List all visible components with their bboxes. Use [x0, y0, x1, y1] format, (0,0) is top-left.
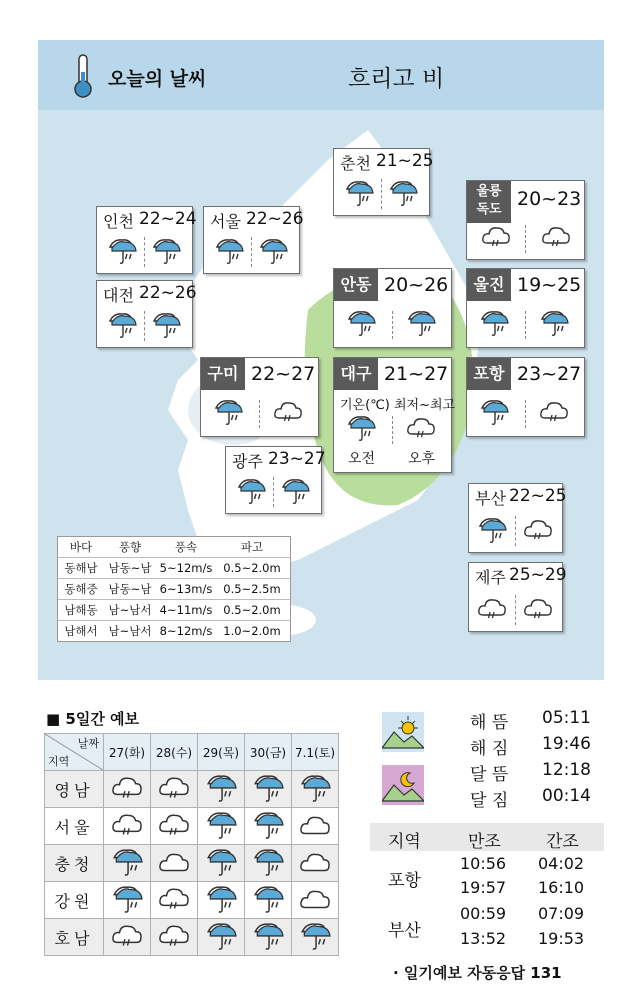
- sea-cell: 동해중: [64, 582, 98, 596]
- date-header: 27(화): [104, 734, 151, 771]
- city-box-daegu: [333, 357, 456, 473]
- cloud-rain-icon: [481, 223, 511, 253]
- city-box-incheon: [96, 206, 197, 274]
- city-name-line1: 울릉: [476, 184, 502, 199]
- umbrella-rain-icon: [299, 773, 331, 805]
- forecast-row: [45, 919, 339, 956]
- umbrella-rain-icon: [479, 309, 509, 339]
- sea-cell: 남~남서: [108, 603, 152, 617]
- sea-header: 풍향: [118, 540, 142, 554]
- cloud-rain-icon: [406, 414, 436, 444]
- umbrella-rain-icon: [205, 921, 237, 953]
- cloud-rain-icon: [273, 398, 303, 428]
- umbrella-rain-icon: [406, 309, 436, 339]
- sea-cell: 0.5~2.5m: [223, 582, 281, 596]
- city-box-daejeon: [96, 280, 197, 348]
- forecast-cell: [198, 845, 245, 882]
- umbrella-rain-icon: [299, 921, 331, 953]
- forecast-cell: [292, 882, 339, 919]
- cloud-rain-icon: [523, 516, 553, 546]
- forecast-cell: [151, 771, 198, 808]
- umbrella-rain-icon: [477, 516, 507, 546]
- region-name: 강원: [45, 882, 104, 919]
- city-box-busan: [468, 483, 567, 553]
- forecast-table: [44, 733, 339, 956]
- sea-cell: 남해동: [64, 603, 98, 617]
- city-box-jeju: [468, 562, 567, 632]
- umbrella-rain-icon: [205, 847, 237, 879]
- city-label: 대구: [334, 358, 378, 390]
- forecast-cell: [151, 882, 198, 919]
- umbrella-rain-icon: [214, 237, 244, 267]
- forecast-cell: [151, 845, 198, 882]
- am-label: 오전: [348, 451, 376, 467]
- umbrella-rain-icon: [107, 237, 137, 267]
- sea-cell: 0.5~2.0m: [223, 561, 281, 575]
- moonrise-moonset-icon: [382, 765, 424, 805]
- forecast-cell: [245, 808, 292, 845]
- cloud-rain-icon: [477, 595, 507, 625]
- sea-cell: 5~12m/s: [159, 561, 213, 575]
- city-temp: 19~25: [517, 274, 582, 296]
- cloud-rain-icon: [158, 810, 190, 842]
- city-name: 부산: [475, 489, 506, 508]
- cloud-rain-icon: [541, 223, 571, 253]
- weather-condition: 흐리고 비: [348, 66, 445, 92]
- sea-header: 풍속: [174, 540, 198, 554]
- city-temp: 22~24: [139, 209, 197, 229]
- umbrella-rain-icon: [479, 398, 509, 428]
- umbrella-rain-icon: [151, 237, 181, 267]
- sea-cell: 남동~남: [108, 582, 152, 596]
- sea-cell: 4~11m/s: [159, 603, 213, 617]
- date-header: 7.1(토): [292, 734, 339, 771]
- city-box-uljin: [466, 268, 585, 348]
- divider: [392, 416, 393, 444]
- forecast-row: [45, 808, 339, 845]
- cloud-rain-icon: [111, 773, 143, 805]
- forecast-cell: [151, 808, 198, 845]
- pm-label: 오후: [408, 451, 436, 467]
- city-box-chuncheon: [333, 148, 434, 216]
- forecast-row: [45, 771, 339, 808]
- city-box-andong: [333, 268, 452, 348]
- sea-cell: 6~13m/s: [159, 582, 213, 596]
- forecast-cell: [245, 919, 292, 956]
- forecast-cell: [292, 919, 339, 956]
- city-box-ulleung: [466, 180, 585, 260]
- sea-header-row: [58, 537, 290, 557]
- sea-row: [58, 578, 290, 599]
- sunset-label: 해 짐: [470, 739, 509, 759]
- city-name: 인천: [103, 212, 134, 231]
- cloud-icon: [299, 810, 331, 842]
- region-name: 서울: [45, 808, 104, 845]
- moonset-time: 00:14: [542, 786, 591, 806]
- umbrella-rain-icon: [258, 237, 288, 267]
- city-temp: 21~27: [384, 363, 449, 385]
- umbrella-rain-icon: [346, 414, 376, 444]
- umbrella-rain-icon: [236, 477, 266, 507]
- umbrella-rain-icon: [388, 179, 418, 209]
- city-box-gwangju: [225, 446, 326, 514]
- divider: [525, 225, 526, 253]
- city-name: 서울: [210, 212, 241, 231]
- cloud-rain-icon: [158, 884, 190, 916]
- sea-cell: 동해남: [64, 561, 98, 575]
- city-name-line2: 독도: [476, 202, 502, 217]
- tide-header-low: 간조: [546, 832, 579, 852]
- forecast-cell: [104, 845, 151, 882]
- city-box-seoul: [203, 206, 304, 274]
- tide-value: 19:57: [460, 878, 507, 897]
- forecast-cell: [198, 919, 245, 956]
- city-temp: 23~27: [268, 449, 326, 469]
- tide-value: 04:02: [538, 854, 585, 873]
- divider: [392, 311, 393, 339]
- region-name: 호남: [45, 919, 104, 956]
- sea-header: 바다: [69, 540, 93, 554]
- forecast-title: ■ 5일간 예보: [46, 710, 140, 728]
- umbrella-rain-icon: [205, 810, 237, 842]
- sea-cell: 0.5~2.0m: [223, 603, 281, 617]
- moonrise-label: 달 뜸: [470, 765, 509, 785]
- divider: [144, 237, 145, 267]
- date-header: 29(목): [198, 734, 245, 771]
- forecast-cell: [104, 919, 151, 956]
- tide-value: 00:59: [460, 904, 507, 923]
- tide-region-pohang: 포항: [388, 871, 421, 891]
- umbrella-rain-icon: [252, 810, 284, 842]
- divider: [515, 516, 516, 546]
- city-temp: 22~26: [139, 283, 197, 303]
- sea-cell: 남해서: [64, 624, 98, 638]
- sea-row: [58, 557, 290, 578]
- forecast-cell: [104, 882, 151, 919]
- date-header: 28(수): [151, 734, 198, 771]
- umbrella-rain-icon: [151, 311, 181, 341]
- divider: [525, 311, 526, 339]
- tide-header-region: 지역: [388, 832, 421, 852]
- city-name: 제주: [475, 568, 506, 587]
- umbrella-rain-icon: [111, 884, 143, 916]
- sunset-time: 19:46: [542, 734, 591, 754]
- moonrise-time: 12:18: [542, 760, 591, 780]
- sunrise-sunset-icon: [382, 712, 424, 752]
- city-temp: 25~29: [509, 565, 567, 585]
- divider: [381, 179, 382, 209]
- cloud-rain-icon: [111, 921, 143, 953]
- city-label: 구미: [201, 358, 245, 390]
- cloud-icon: [299, 884, 331, 916]
- moonset-label: 달 짐: [470, 791, 509, 811]
- forecast-cell: [292, 808, 339, 845]
- region-name: 충청: [45, 845, 104, 882]
- sea-cell: 남~남서: [108, 624, 152, 638]
- temperature-legend: 기온(℃) 최저~최고: [340, 398, 456, 413]
- city-box-gumi: [200, 357, 319, 437]
- umbrella-rain-icon: [252, 921, 284, 953]
- divider: [273, 477, 274, 507]
- umbrella-rain-icon: [213, 398, 243, 428]
- umbrella-rain-icon: [344, 179, 374, 209]
- forecast-corner: [45, 734, 104, 771]
- city-label: [467, 181, 511, 223]
- forecast-cell: [104, 808, 151, 845]
- umbrella-rain-icon: [111, 847, 143, 879]
- cloud-icon: [299, 847, 331, 879]
- umbrella-rain-icon: [346, 309, 376, 339]
- tide-value: 19:53: [538, 929, 585, 948]
- sunrise-time: 05:11: [542, 708, 591, 728]
- sea-cell: 1.0~2.0m: [223, 624, 281, 638]
- corner-region-label: 지역: [48, 755, 70, 768]
- corner-date-label: 날짜: [77, 737, 99, 750]
- city-label: 울진: [467, 269, 511, 301]
- city-name: 광주: [232, 452, 263, 471]
- forecast-cell: [245, 845, 292, 882]
- city-temp: 23~27: [517, 363, 582, 385]
- tide-header: [370, 823, 604, 851]
- city-name: 대전: [103, 286, 134, 305]
- cloud-rain-icon: [111, 810, 143, 842]
- tide-value: 10:56: [460, 854, 507, 873]
- umbrella-rain-icon: [205, 773, 237, 805]
- umbrella-rain-icon: [539, 309, 569, 339]
- forecast-cell: [198, 771, 245, 808]
- umbrella-rain-icon: [252, 773, 284, 805]
- city-temp: 22~25: [509, 486, 567, 506]
- city-label: 포항: [467, 358, 511, 390]
- city-temp: 22~26: [246, 209, 304, 229]
- tide-value: 07:09: [538, 904, 585, 923]
- city-temp: 21~25: [376, 151, 434, 171]
- umbrella-rain-icon: [252, 884, 284, 916]
- forecast-row: [45, 845, 339, 882]
- sea-cell: 남동~남: [108, 561, 152, 575]
- tide-value: 13:52: [460, 929, 507, 948]
- divider: [525, 400, 526, 428]
- cloud-rain-icon: [539, 398, 569, 428]
- forecast-cell: [245, 882, 292, 919]
- sea-row: [58, 599, 290, 620]
- thermometer-icon: [68, 52, 98, 100]
- sunrise-label: 해 뜸: [470, 713, 509, 733]
- city-temp: 22~27: [251, 363, 316, 385]
- divider: [251, 237, 252, 267]
- page-title: 오늘의 날씨: [108, 68, 207, 90]
- city-temp: 20~26: [384, 274, 449, 296]
- cloud-rain-icon: [158, 921, 190, 953]
- region-name: 영남: [45, 771, 104, 808]
- forecast-cell: [292, 845, 339, 882]
- tide-header-high: 만조: [468, 832, 501, 852]
- forecast-cell: [198, 808, 245, 845]
- umbrella-rain-icon: [205, 884, 237, 916]
- sea-cell: 8~12m/s: [159, 624, 213, 638]
- city-label: 안동: [334, 269, 378, 301]
- umbrella-rain-icon: [252, 847, 284, 879]
- sea-header: 파고: [240, 540, 264, 554]
- tide-region-busan: 부산: [388, 921, 421, 941]
- date-header: 30(금): [245, 734, 292, 771]
- cloud-rain-icon: [523, 595, 553, 625]
- sea-conditions-table: [57, 536, 291, 642]
- footer-hotline: · 일기예보 자동응답 131: [393, 964, 562, 982]
- divider: [515, 595, 516, 625]
- forecast-row: [45, 882, 339, 919]
- sea-row: [58, 620, 290, 641]
- forecast-cell: [292, 771, 339, 808]
- cloud-rain-icon: [158, 773, 190, 805]
- divider: [144, 311, 145, 341]
- city-name: 춘천: [340, 154, 371, 173]
- city-box-pohang: [466, 357, 585, 437]
- header-bar: [38, 40, 604, 110]
- forecast-cell: [151, 919, 198, 956]
- umbrella-rain-icon: [107, 311, 137, 341]
- forecast-cell: [245, 771, 292, 808]
- umbrella-rain-icon: [280, 477, 310, 507]
- city-temp: 20~23: [517, 188, 582, 210]
- cloud-icon: [158, 847, 190, 879]
- forecast-cell: [104, 771, 151, 808]
- tide-value: 16:10: [538, 878, 585, 897]
- divider: [259, 400, 260, 428]
- forecast-cell: [198, 882, 245, 919]
